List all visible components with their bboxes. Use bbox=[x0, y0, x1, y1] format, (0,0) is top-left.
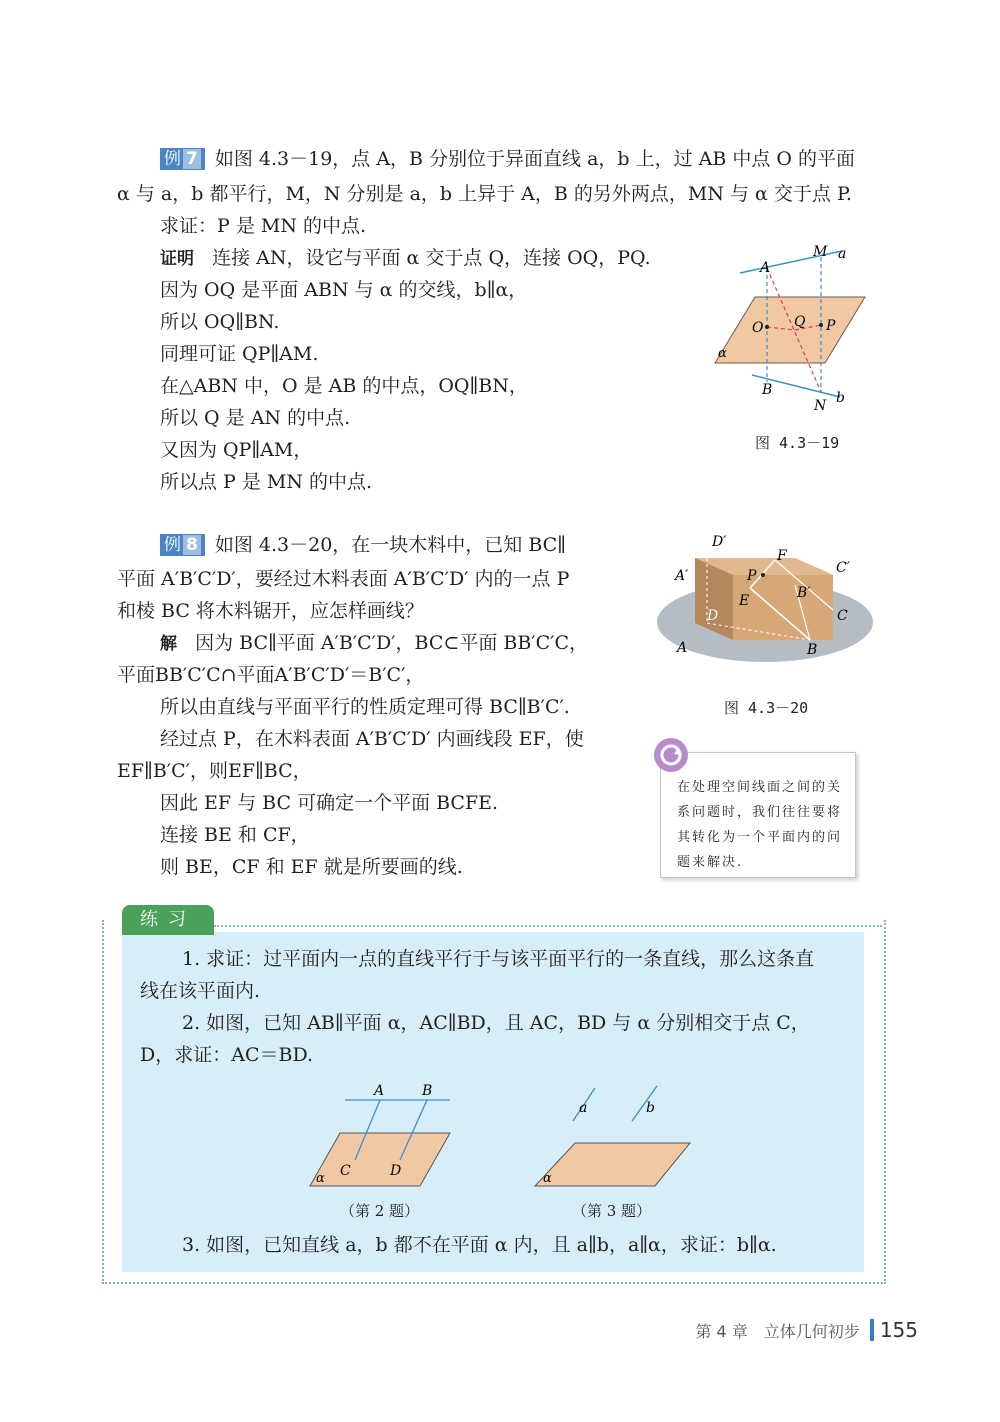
point-P bbox=[819, 323, 823, 327]
plane-alpha bbox=[310, 1133, 450, 1186]
practice-fig2-caption: （第 2 题） bbox=[340, 1202, 420, 1220]
figure-4-3-19-caption: 图 4.3－19 bbox=[755, 434, 840, 452]
label-P: P bbox=[747, 568, 757, 584]
example8-sol8: 则 BE，CF 和 EF 就是所要画的线. bbox=[160, 856, 463, 878]
label-B: B bbox=[807, 642, 818, 658]
label-A: A bbox=[374, 1083, 385, 1099]
label-E: E bbox=[739, 593, 750, 609]
example8-line2: 平面 A′B′C′D′，要经过木料表面 A′B′C′D′ 内的一点 P bbox=[117, 568, 570, 590]
label-A: A bbox=[760, 260, 771, 276]
example8-sol6: 因此 EF 与 BC 可确定一个平面 BCFE. bbox=[160, 792, 499, 814]
label-alpha: α bbox=[543, 1171, 552, 1186]
label-P: P bbox=[826, 318, 836, 334]
page-number: 155 bbox=[879, 1318, 918, 1342]
practice-q1-line1: 1. 求证：过平面内一点的直线平行于与该平面平行的一条直线，那么这条直 bbox=[182, 948, 815, 970]
footer-divider bbox=[870, 1319, 874, 1341]
label-Q: Q bbox=[794, 314, 806, 330]
example8-sol5: EF∥B′C′，则EF∥BC， bbox=[117, 760, 312, 782]
example7-proof-line3: 所以 OQ∥BN. bbox=[160, 311, 280, 333]
label-Dp: D′ bbox=[712, 534, 727, 550]
example7-tag: 例 7 bbox=[160, 148, 205, 170]
proof-label: 证明 bbox=[160, 249, 194, 269]
label-C: C bbox=[837, 608, 848, 624]
point-O bbox=[765, 325, 769, 329]
label-Bp: B′ bbox=[797, 585, 811, 601]
example7-proof-line5: 在△ABN 中，O 是 AB 的中点，OQ∥BN， bbox=[160, 375, 528, 397]
refresh-icon bbox=[651, 735, 691, 775]
example8-sol7: 连接 BE 和 CF， bbox=[160, 824, 310, 846]
label-Ap: A′ bbox=[675, 568, 689, 584]
label-Cp: C′ bbox=[836, 560, 850, 576]
side-note bbox=[660, 752, 856, 878]
label-b: b bbox=[836, 390, 845, 406]
example7-proof-line1: 证明 连接 AN，设它与平面 α 交于点 Q，连接 OQ，PQ. bbox=[160, 247, 651, 269]
label-a: a bbox=[838, 246, 847, 262]
example7-proof-line8: 所以点 P 是 MN 的中点. bbox=[160, 471, 373, 493]
label-alpha: α bbox=[316, 1171, 325, 1186]
example8-line3: 和棱 BC 将木料锯开，应怎样画线？ bbox=[117, 600, 424, 622]
practice-top-border bbox=[214, 925, 882, 927]
example7-line1: 例 7 如图 4.3－19，点 A，B 分别位于异面直线 a，b 上，过 AB 中点 O 的平面 bbox=[160, 146, 855, 172]
example7-line2: α 与 a，b 都平行，M，N 分别是 a，b 上异于 A，B 的另外两点，MN 与 α 交于点 P. bbox=[117, 183, 852, 205]
label-D: D bbox=[390, 1163, 402, 1179]
figure-4-3-19 bbox=[700, 240, 880, 420]
chapter-title: 第 4 章 立体几何初步 bbox=[695, 1322, 860, 1341]
point-P bbox=[761, 573, 765, 577]
practice-figure-2 bbox=[300, 1078, 470, 1188]
example7-proof-line6: 所以 Q 是 AN 的中点. bbox=[160, 407, 351, 429]
label-A: A bbox=[677, 640, 688, 656]
practice-q1-line2: 线在该平面内. bbox=[140, 980, 261, 1002]
label-B: B bbox=[762, 382, 773, 398]
label-a: a bbox=[579, 1100, 588, 1116]
label-O: O bbox=[752, 320, 764, 336]
label-alpha: α bbox=[718, 346, 727, 361]
example8-sol3: 所以由直线与平面平行的性质定理可得 BC∥B′C′. bbox=[160, 696, 570, 718]
figure-4-3-20-caption: 图 4.3－20 bbox=[724, 699, 809, 717]
label-N: N bbox=[814, 398, 827, 414]
example8-line1: 例 8 如图 4.3－20，在一块木料中，已知 BC∥ bbox=[160, 532, 566, 558]
example7-proof-line2: 因为 OQ 是平面 ABN 与 α 的交线，b∥α， bbox=[160, 279, 528, 301]
label-D: D bbox=[707, 608, 719, 624]
label-b: b bbox=[646, 1100, 655, 1116]
example8-sol1: 解 因为 BC∥平面 A′B′C′D′，BC⊂平面 BB′C′C， bbox=[160, 632, 588, 654]
practice-q2-line2: D，求证：AC＝BD. bbox=[140, 1044, 314, 1066]
practice-figure-3 bbox=[525, 1078, 695, 1188]
practice-title: 练习 bbox=[122, 905, 214, 935]
example8-sol4: 经过点 P，在木料表面 A′B′C′D′ 内画线段 EF，使 bbox=[160, 728, 584, 750]
label-B: B bbox=[422, 1083, 433, 1099]
practice-q3: 3. 如图，已知直线 a，b 都不在平面 α 内，且 a∥b，a∥α，求证：b∥α. bbox=[182, 1234, 777, 1256]
label-C: C bbox=[340, 1163, 351, 1179]
example8-sol2: 平面BB′C′C∩平面A′B′C′D′＝B′C′， bbox=[117, 664, 425, 686]
example7-line3: 求证：P 是 MN 的中点. bbox=[160, 215, 367, 237]
side-note-text: 在处理空间线面之间的关系问题时，我们往往要将其转化为一个平面内的问题来解决. bbox=[677, 780, 843, 870]
plane-alpha bbox=[535, 1143, 690, 1186]
practice-q2-line1: 2. 如图，已知 AB∥平面 α，AC∥BD，且 AC，BD 与 α 分别相交于点 C， bbox=[182, 1012, 810, 1034]
label-M: M bbox=[813, 244, 828, 260]
label-F: F bbox=[777, 548, 787, 564]
figure-4-3-20 bbox=[655, 530, 880, 675]
solution-label: 解 bbox=[160, 634, 177, 654]
practice-fig3-caption: （第 3 题） bbox=[572, 1202, 652, 1220]
example7-proof-line4: 同理可证 QP∥AM. bbox=[160, 343, 319, 365]
example8-tag: 例 8 bbox=[160, 534, 205, 556]
example7-proof-line7: 又因为 QP∥AM， bbox=[160, 439, 313, 461]
page-footer bbox=[695, 1318, 918, 1342]
